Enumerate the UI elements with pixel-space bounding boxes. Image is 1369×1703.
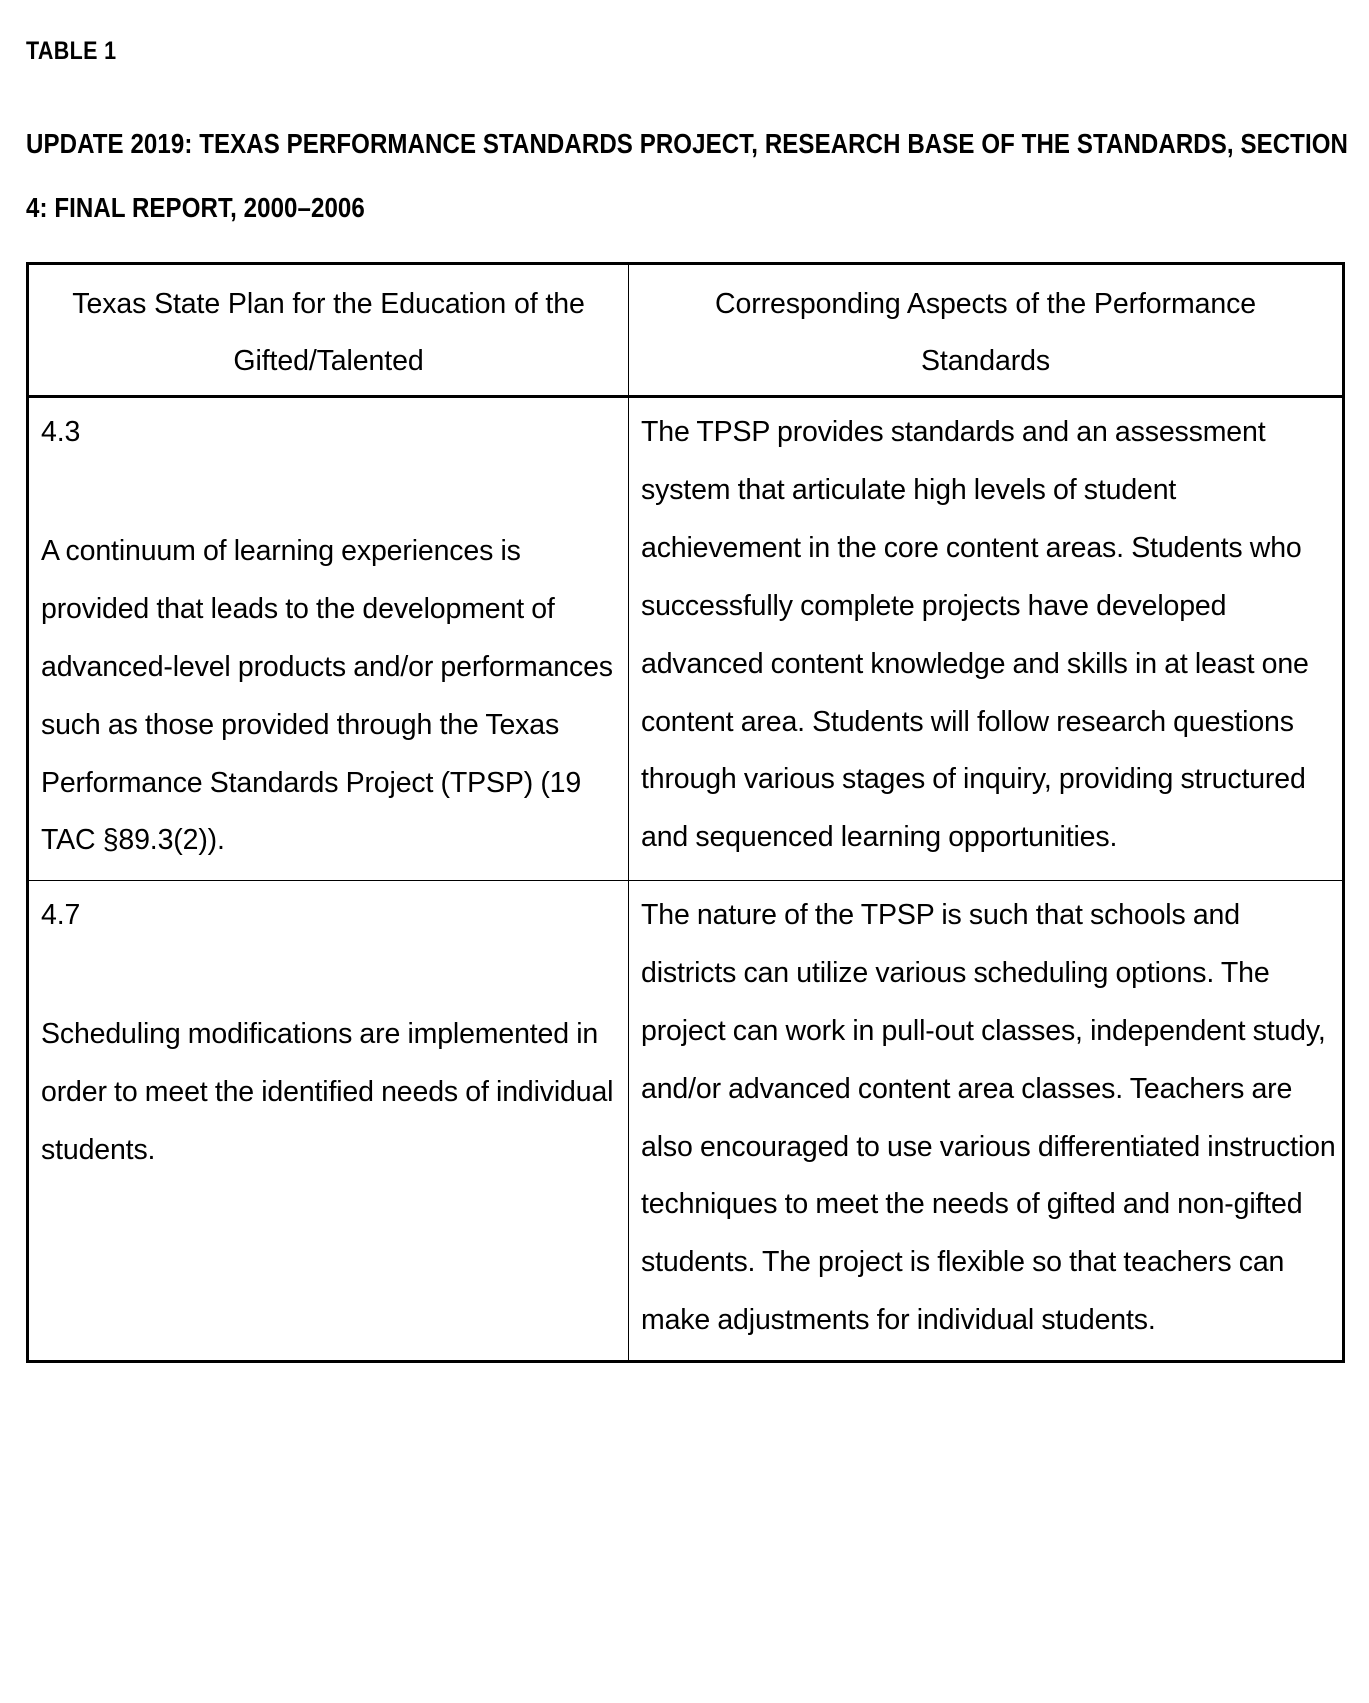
table-header-row <box>28 263 1344 397</box>
column-header-state-plan: Texas State Plan for the Education of the Gifted/Talented <box>28 263 629 397</box>
cell-state-plan-4-3 <box>28 397 629 881</box>
table-row <box>28 397 1344 881</box>
table-container <box>26 262 1343 1363</box>
table-header <box>28 263 1344 397</box>
page-title: UPDATE 2019: TEXAS PERFORMANCE STANDARDS PROJECT, RESEARCH BASE OF THE STANDARDS, SECTION 4: FINAL REPORT, 2000–2006 <box>26 127 1349 223</box>
performance-text: The nature of the TPSP is such that schools and districts can utilize various scheduling options. The project can work in pull-out classes, independent study, and/or advanced content area classes. Teachers are also encouraged to use various differentiated instruction techniques to meet the needs of gifted and non-gifted students. The project is flexible so that teachers can make adjustments for individual students. <box>641 899 1336 1337</box>
table-label: TABLE 1 <box>26 37 117 65</box>
cell-performance-standards-4-3 <box>629 397 1344 881</box>
column-header-performance-standards: Corresponding Aspects of the Performance Standards <box>629 263 1344 397</box>
standard-ref: 4.7 <box>41 899 81 932</box>
table-body <box>28 397 1344 1362</box>
standard-ref: 4.3 <box>41 416 81 449</box>
standards-table <box>26 262 1345 1363</box>
cell-performance-standards-4-7 <box>629 881 1344 1362</box>
table-row <box>28 881 1344 1362</box>
standard-text: A continuum of learning experiences is provided that leads to the development of advanced-level products and/or performances such as those provided through the Texas Performance Standards Project (TPSP) (19 TAC §89.3(2)). <box>41 535 613 857</box>
performance-text: The TPSP provides standards and an assessment system that articulate high levels of student achievement in the core content areas. Students who successfully complete projects have developed advanced content knowledge and skills in at least one content area. Students will follow research questions through various stages of inquiry, providing structured and sequenced learning opportunities. <box>641 416 1309 854</box>
standard-text: Scheduling modifications are implemented in order to meet the identified needs of individual students. <box>41 1018 614 1166</box>
cell-state-plan-4-7 <box>28 881 629 1362</box>
